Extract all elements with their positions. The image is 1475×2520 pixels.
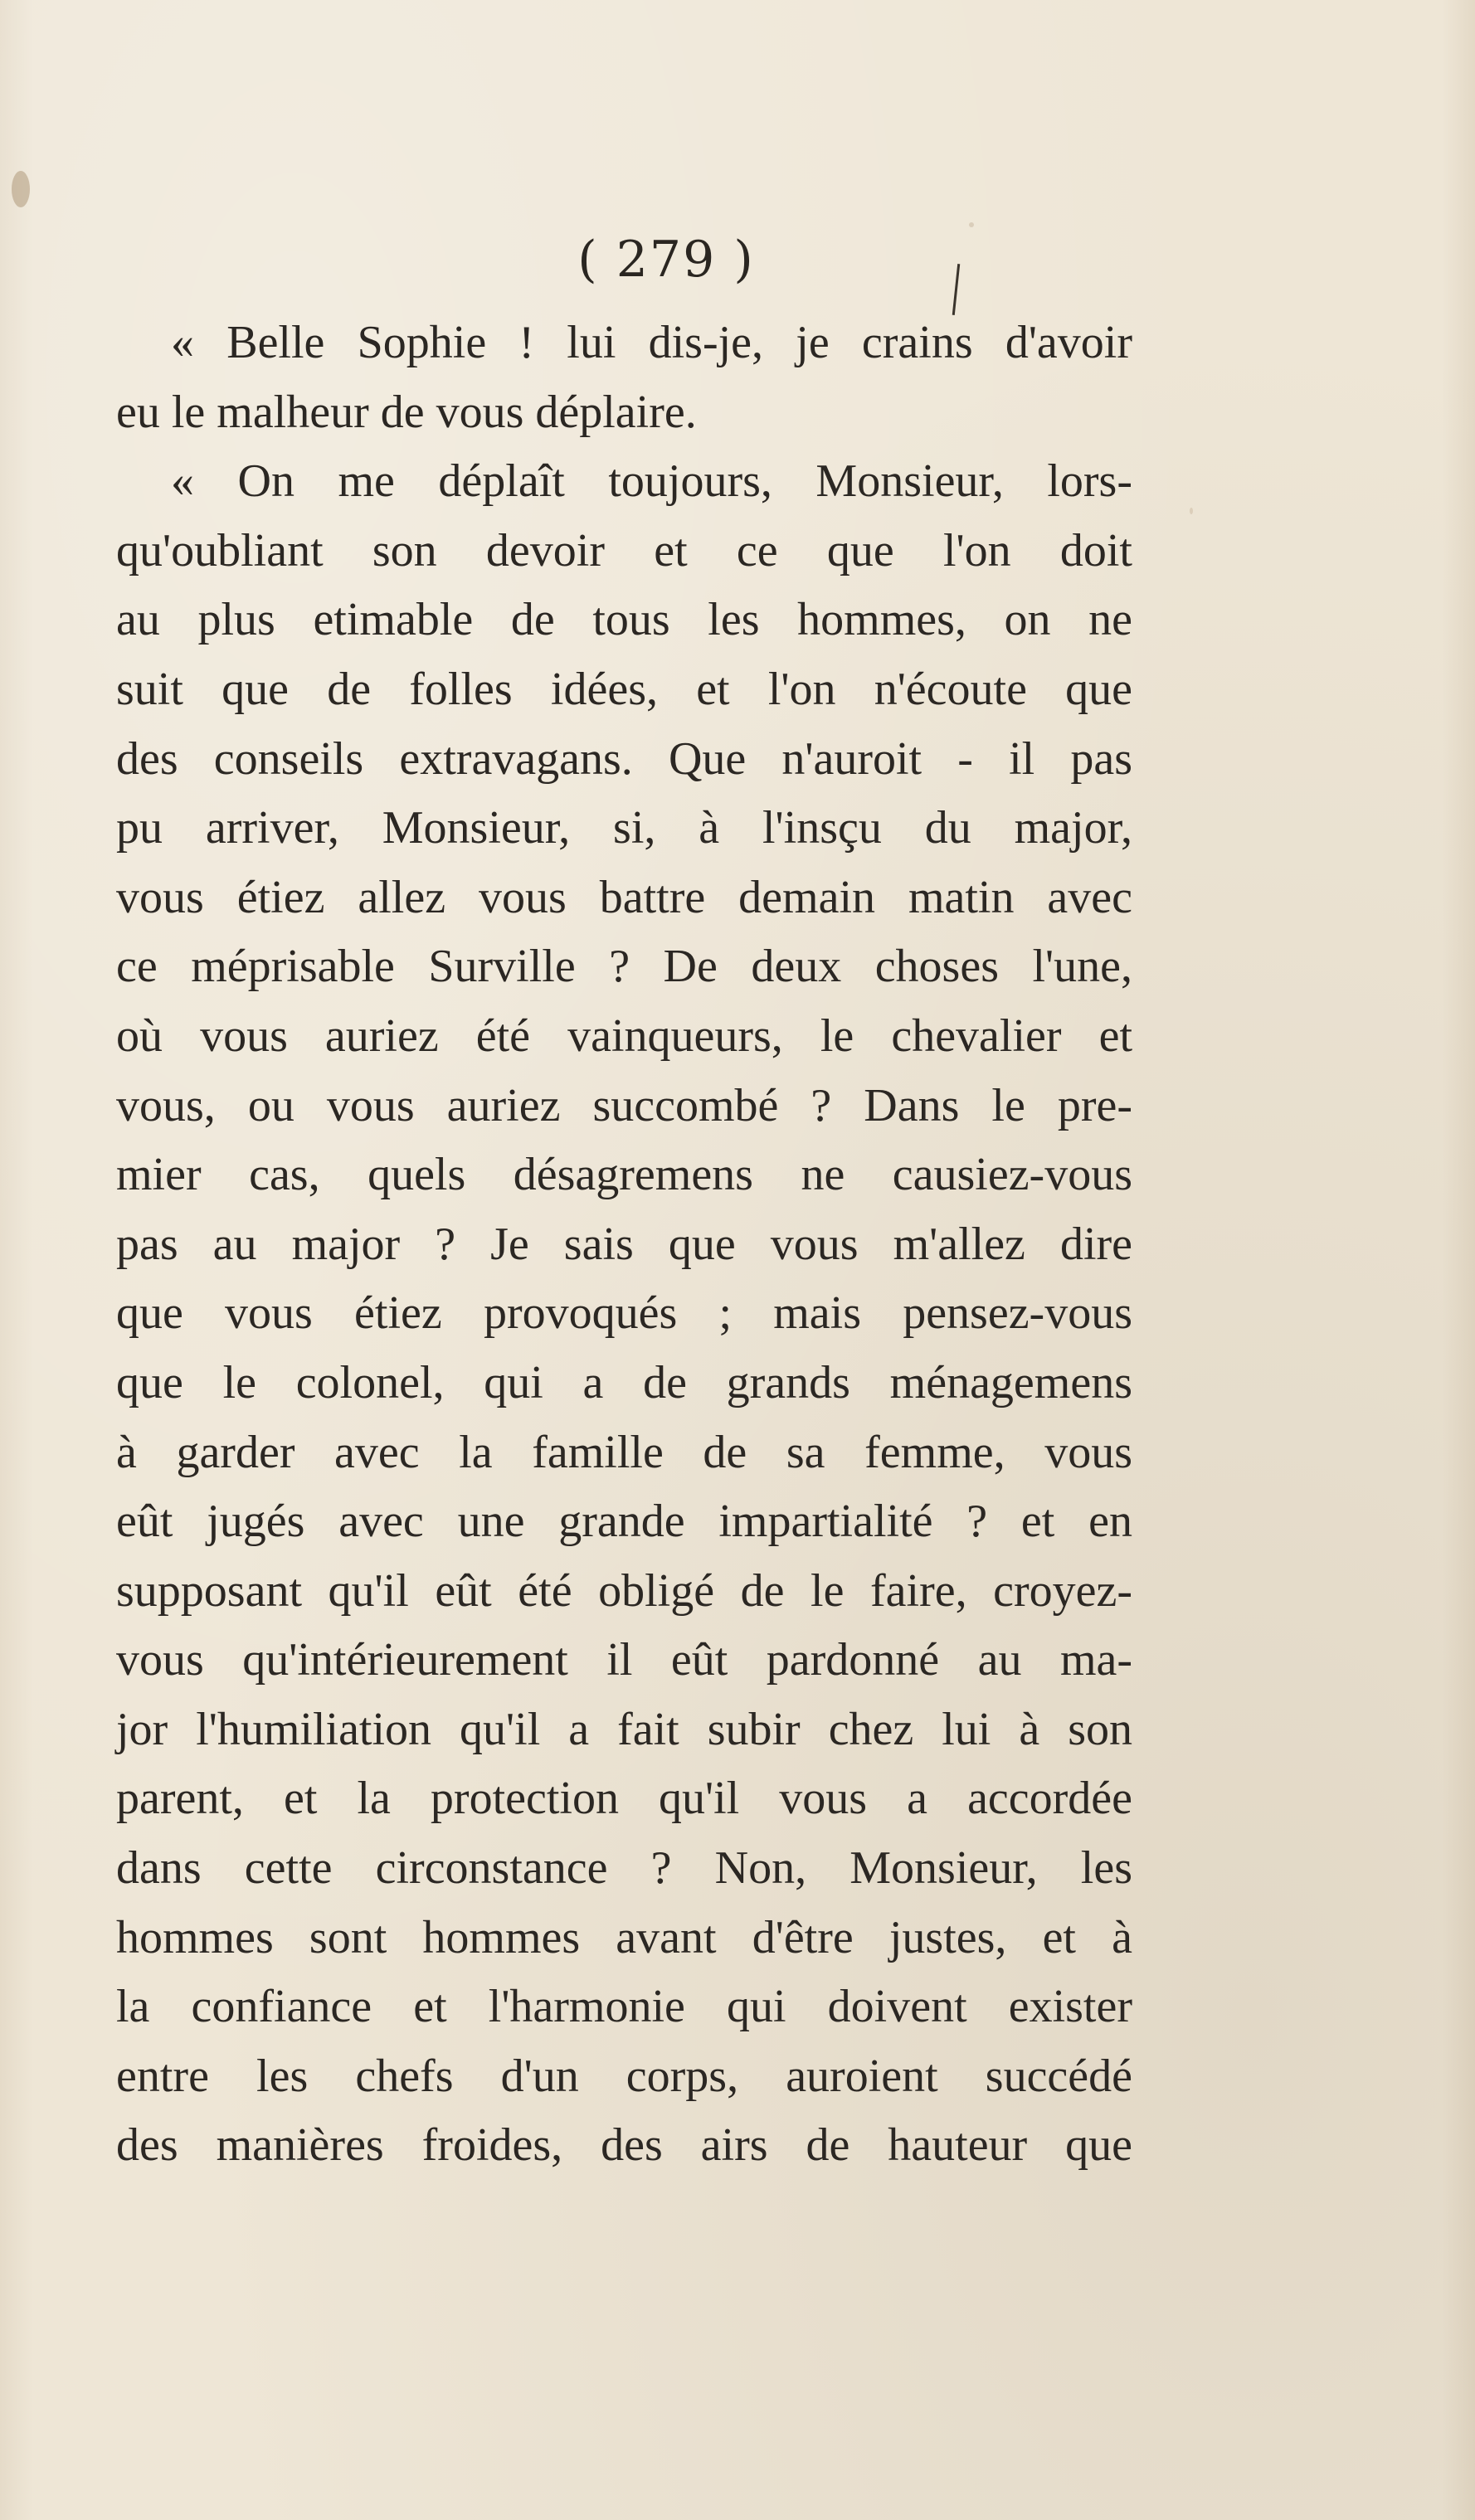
text-line: pu arriver, Monsieur, si, à l'insçu du major,: [116, 802, 1132, 854]
text-line: pas au major ? Je sais que vous m'allez dire: [116, 1218, 1132, 1270]
body-text: [116, 309, 1132, 2181]
text-line: eût jugés avec une grande impartialité ? et en: [116, 1496, 1132, 1548]
text-line: vous qu'intérieurement il eût pardonné au ma-: [116, 1634, 1132, 1686]
text-line: parent, et la protection qu'il vous a accordée: [116, 1773, 1132, 1825]
text-line: ce méprisable Surville ? De deux choses l'une,: [116, 941, 1132, 993]
text-line: suit que de folles idées, et l'on n'écoute que: [116, 663, 1132, 715]
paper-stain: [12, 171, 30, 207]
text-line: des conseils extravagans. Que n'auroit - il pas: [116, 732, 1132, 785]
text-line: mier cas, quels désagremens ne causiez-vous: [116, 1149, 1132, 1201]
text-line: des manières froides, des airs de hauteur que: [116, 2119, 1132, 2172]
page-number: ( 279 ): [577, 231, 755, 289]
text-line: que vous étiez provoqués ; mais pensez-vous: [116, 1287, 1132, 1340]
text-line: jor l'humiliation qu'il a fait subir chez lui à son: [116, 1703, 1132, 1755]
text-line: eu le malheur de vous déplaire.: [116, 386, 697, 438]
text-line: la confiance et l'harmonie qui doivent exister: [116, 1981, 1132, 2033]
text-line: entre les chefs d'un corps, auroient succédé: [116, 2050, 1132, 2102]
text-line: où vous auriez été vainqueurs, le chevalier et: [116, 1009, 1132, 1062]
text-line: dans cette circonstance ? Non, Monsieur, les: [116, 1842, 1132, 1895]
text-line: que le colonel, qui a de grands ménagemens: [116, 1356, 1132, 1408]
text-line: au plus etimable de tous les hommes, on ne: [116, 594, 1132, 646]
paper-stain: [969, 222, 974, 227]
text-line: hommes sont hommes avant d'être justes, et à: [116, 1911, 1132, 1963]
text-line: vous étiez allez vous battre demain matin avec: [116, 871, 1132, 923]
paper-stain: [1190, 508, 1193, 514]
text-line: supposant qu'il eût été obligé de le faire, croyez-: [116, 1564, 1132, 1617]
text-line: à garder avec la famille de sa femme, vous: [116, 1426, 1132, 1478]
text-line: « On me déplaît toujours, Monsieur, lors-: [171, 455, 1132, 508]
text-line: vous, ou vous auriez succombé ? Dans le pre-: [116, 1079, 1132, 1131]
text-line: « Belle Sophie ! lui dis-je, je crains d'avoir: [171, 317, 1132, 368]
text-line: qu'oubliant son devoir et ce que l'on doit: [116, 524, 1132, 576]
